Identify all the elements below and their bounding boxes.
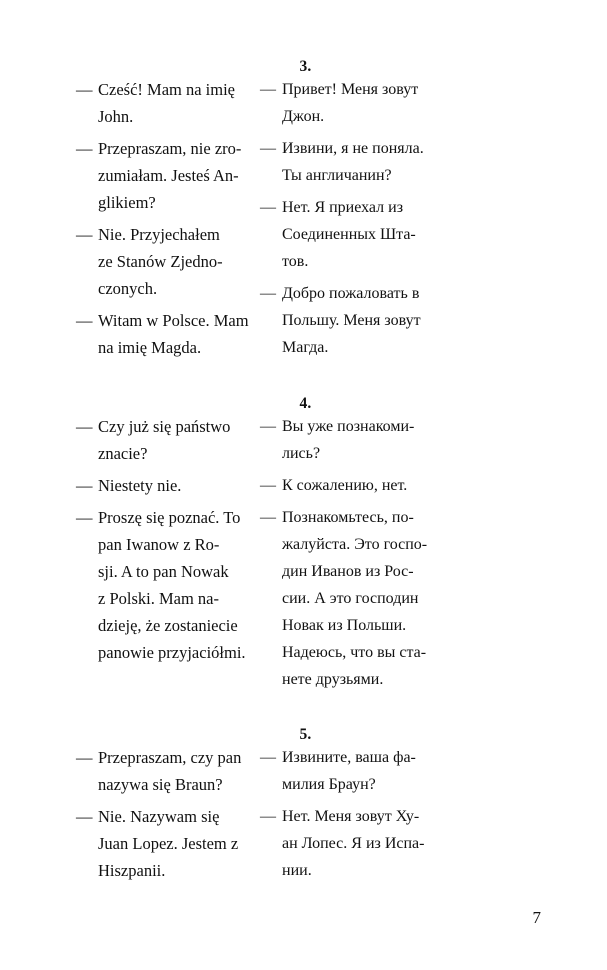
- dialogue-line: Niestety nie.: [98, 476, 182, 495]
- em-dash-marker: —: [260, 199, 276, 216]
- dialogue-line: na imię Magda.: [98, 338, 202, 357]
- dialogue-turn-lines: [98, 744, 252, 798]
- dialogue-line: Witam w Polsce. Mam: [98, 311, 249, 330]
- russian-column-4: [252, 413, 542, 693]
- dialogue-line: лись?: [282, 445, 321, 462]
- dialogue-line: нете друзьями.: [282, 671, 384, 688]
- dialogue-columns-3: [0, 76, 607, 361]
- dialogue-line: Нет. Я приехал из: [282, 199, 404, 216]
- dialogue-line: нии.: [282, 862, 312, 879]
- dialogue-columns-5: [0, 744, 607, 884]
- dialogue-turn-lines: [98, 413, 252, 467]
- em-dash-marker: —: [76, 139, 93, 158]
- polish-column-4: [0, 413, 252, 666]
- section-number-5: 5.: [299, 726, 312, 743]
- dialogue-turn: [260, 504, 542, 693]
- dialogue-line: Привет! Меня зовут: [282, 81, 419, 98]
- dialogue-line: жалуйста. Это госпо-: [282, 536, 428, 553]
- dialogue-line: nazywa się Braun?: [98, 775, 223, 794]
- em-dash-marker: —: [260, 808, 276, 825]
- dialogue-line: Nie. Przyjechałem: [98, 225, 220, 244]
- dialogue-turn: [260, 194, 542, 275]
- dialogue-turn-lines: [282, 413, 542, 467]
- em-dash-marker: —: [260, 81, 276, 98]
- dialogue-block-4: [0, 395, 607, 693]
- dialogue-line: Познакомьтесь, по-: [282, 509, 414, 526]
- em-dash-marker: —: [260, 285, 276, 302]
- dialogue-line: ан Лопес. Я из Испа-: [282, 835, 425, 852]
- dialogue-line: Нет. Меня зовут Ху-: [282, 808, 420, 825]
- dialogue-line: glikiem?: [98, 193, 156, 212]
- dialogue-line: Польшу. Меня зовут: [282, 312, 421, 329]
- dialogue-turn-lines: [282, 472, 542, 499]
- dialogue-turn: [76, 744, 252, 798]
- dialogue-turn: [76, 472, 252, 499]
- dialogue-line: К сожалению, нет.: [282, 477, 408, 494]
- dialogue-turn-lines: [98, 135, 252, 216]
- dialogue-line: Извини, я не поняла.: [282, 140, 424, 157]
- dialogue-line: Магда.: [282, 339, 329, 356]
- dialogue-turn-lines: [282, 803, 542, 884]
- em-dash-marker: —: [76, 508, 93, 527]
- polish-column-5: [0, 744, 252, 884]
- dialogue-turn: [76, 307, 252, 361]
- dialogue-turn-lines: [98, 472, 252, 499]
- dialogue-turn: [260, 744, 542, 798]
- dialogue-block-3: [0, 58, 607, 361]
- dialogue-line: zumiałam. Jesteś An-: [98, 166, 239, 185]
- em-dash-marker: —: [260, 140, 276, 157]
- dialogue-turn: [76, 803, 252, 884]
- dialogue-turn: [76, 76, 252, 130]
- dialogue-turn: [260, 280, 542, 361]
- em-dash-marker: —: [76, 807, 93, 826]
- dialogue-line: Czy już się państwo: [98, 417, 231, 436]
- em-dash-marker: —: [260, 509, 276, 526]
- em-dash-marker: —: [76, 225, 93, 244]
- dialogue-line: Nie. Nazywam się: [98, 807, 220, 826]
- em-dash-marker: —: [76, 311, 93, 330]
- dialogue-turn-lines: [98, 221, 252, 302]
- dialogue-turn-lines: [98, 803, 252, 884]
- dialogue-line: Джон.: [282, 108, 325, 125]
- dialogue-turn: [260, 76, 542, 130]
- russian-column-5: [252, 744, 542, 884]
- em-dash-marker: —: [260, 749, 276, 766]
- dialogue-columns-4: [0, 413, 607, 693]
- dialogue-line: Przepraszam, czy pan: [98, 748, 242, 767]
- dialogue-turn: [260, 472, 542, 499]
- section-number-4: 4.: [299, 395, 312, 412]
- dialogue-line: милия Браун?: [282, 776, 376, 793]
- dialogue-line: Proszę się poznać. To: [98, 508, 241, 527]
- dialogue-turn-lines: [98, 76, 252, 130]
- dialogue-turn-lines: [98, 504, 252, 666]
- dialogue-line: Hiszpanii.: [98, 861, 166, 880]
- dialogue-line: Ты англичанин?: [282, 167, 392, 184]
- dialogue-turn: [76, 413, 252, 467]
- em-dash-marker: —: [76, 476, 93, 495]
- dialogue-line: pan Iwanow z Ro-: [98, 535, 220, 554]
- dialogue-line: Новак из Польши.: [282, 617, 407, 634]
- dialogue-line: John.: [98, 107, 134, 126]
- dialogue-turn-lines: [282, 504, 542, 693]
- dialogue-line: Juan Lopez. Jestem z: [98, 834, 239, 853]
- dialogue-line: тов.: [282, 253, 309, 270]
- dialogue-line: znacie?: [98, 444, 148, 463]
- polish-column-3: [0, 76, 252, 361]
- dialogue-line: Надеюсь, что вы ста-: [282, 644, 427, 661]
- dialogue-line: Cześć! Mam na imię: [98, 80, 235, 99]
- russian-column-3: [252, 76, 542, 361]
- em-dash-marker: —: [76, 417, 93, 436]
- em-dash-marker: —: [260, 477, 276, 494]
- dialogue-turn-lines: [282, 744, 542, 798]
- dialogue-line: дин Иванов из Рос-: [282, 563, 414, 580]
- dialogue-line: Соединенных Шта-: [282, 226, 416, 243]
- dialogue-turn: [260, 135, 542, 189]
- section-number-3: 3.: [299, 58, 312, 75]
- dialogue-turn-lines: [282, 194, 542, 275]
- dialogue-turn-lines: [98, 307, 252, 361]
- dialogue-line: sji. A to pan Nowak: [98, 562, 229, 581]
- dialogue-line: dzieję, że zostaniecie: [98, 616, 238, 635]
- dialogue-turn-lines: [282, 76, 542, 130]
- dialogue-turn-lines: [282, 135, 542, 189]
- dialogue-turn: [76, 504, 252, 666]
- em-dash-marker: —: [76, 80, 93, 99]
- em-dash-marker: —: [260, 418, 276, 435]
- dialogue-line: panowie przyjaciółmi.: [98, 643, 246, 662]
- dialogue-line: Добро пожаловать в: [282, 285, 420, 302]
- dialogue-line: сии. А это господин: [282, 590, 419, 607]
- em-dash-marker: —: [76, 748, 93, 767]
- dialogue-line: Вы уже познакоми-: [282, 418, 415, 435]
- dialogue-block-5: [0, 726, 607, 884]
- dialogue-turn: [76, 221, 252, 302]
- dialogue-line: czonych.: [98, 279, 158, 298]
- dialogue-line: ze Stanów Zjedno-: [98, 252, 223, 271]
- dialogue-line: Przepraszam, nie zro-: [98, 139, 242, 158]
- dialogue-turn: [76, 135, 252, 216]
- dialogue-line: Извините, ваша фа-: [282, 749, 416, 766]
- page-number: 7: [532, 908, 541, 927]
- dialogue-turn-lines: [282, 280, 542, 361]
- dialogue-line: z Polski. Mam na-: [98, 589, 219, 608]
- dialogue-turn: [260, 413, 542, 467]
- dialogue-turn: [260, 803, 542, 884]
